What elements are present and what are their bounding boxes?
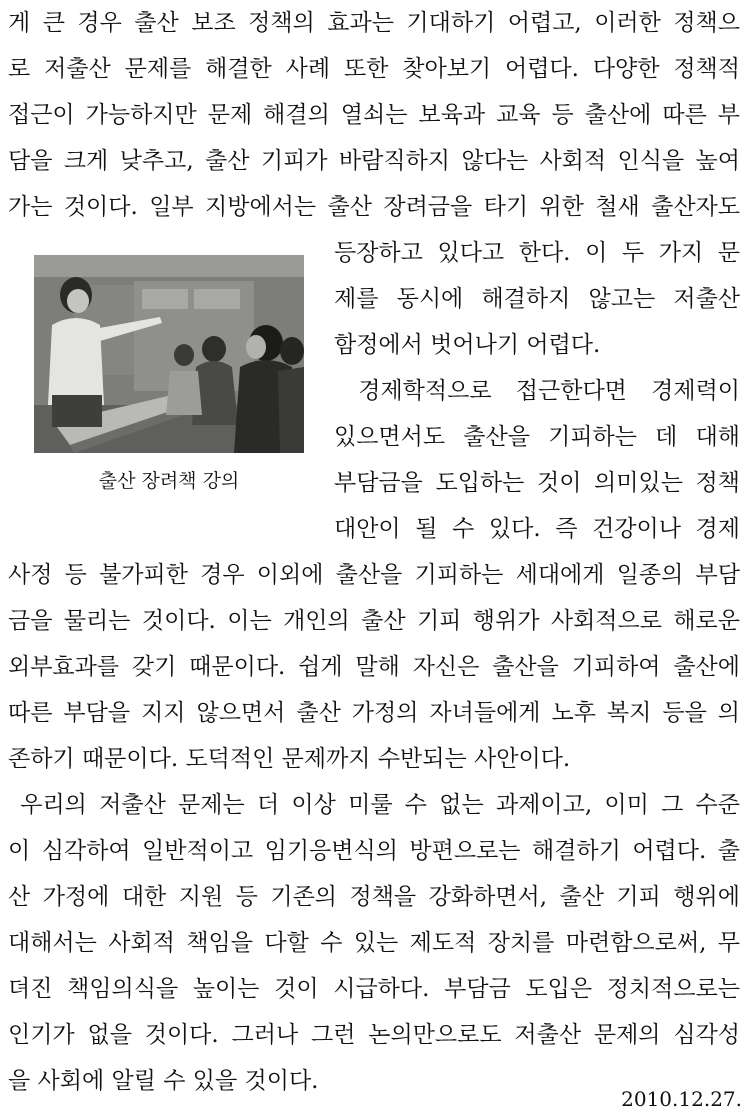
text-line: 인기가 없을 것이다. 그러나 그런 논의만으로도 저출산 문제의 심각성 xyxy=(8,1022,740,1048)
text-line: 사정 등 불가피한 경우 이외에 출산을 기피하는 세대에게 일종의 부담 xyxy=(8,562,740,588)
text-line: 가는 것이다. 일부 지방에서는 출산 장려금을 타기 위한 철새 출산자도 xyxy=(8,194,740,220)
text-line: 대안이 될 수 있다. 즉 건강이나 경제 xyxy=(334,516,740,542)
text-line: 담을 크게 낮추고, 출산 기피가 바람직하지 않다는 사회적 인식을 높여 xyxy=(8,148,740,174)
text-line: 금을 물리는 것이다. 이는 개인의 출산 기피 행위가 사회적으로 해로운 xyxy=(8,608,740,634)
text-line: 을 사회에 알릴 수 있을 것이다. xyxy=(8,1068,319,1094)
text-line: 존하기 때문이다. 도덕적인 문제까지 수반되는 사안이다. xyxy=(8,746,571,772)
text-line: 등장하고 있다고 한다. 이 두 가지 문 xyxy=(334,240,740,266)
publication-date: 2010.12.27. xyxy=(621,1087,742,1111)
text-line: 대해서는 사회적 책임을 다할 수 있는 제도적 장치를 마련함으로써, 무 xyxy=(8,930,740,956)
text-line: 게 큰 경우 출산 보조 정책의 효과는 기대하기 어렵고, 이러한 정책으 xyxy=(8,10,740,36)
text-line: 이 심각하여 일반적이고 임기응변식의 방편으로는 해결하기 어렵다. 출 xyxy=(8,838,740,864)
text-line: 접근이 가능하지만 문제 해결의 열쇠는 보육과 교육 등 출산에 따른 부 xyxy=(8,102,740,128)
text-line: 뎌진 책임의식을 높이는 것이 시급하다. 부담금 도입은 정치적으로는 xyxy=(8,976,740,1002)
text-line: 우리의 저출산 문제는 더 이상 미룰 수 없는 과제이고, 이미 그 수준 xyxy=(8,792,740,818)
text-line: 산 가정에 대한 지원 등 기존의 정책을 강화하면서, 출산 기피 행위에 xyxy=(8,884,740,910)
text-line: 부담금을 도입하는 것이 의미있는 정책 xyxy=(334,470,740,496)
text-line: 제를 동시에 해결하지 않고는 저출산 xyxy=(334,286,740,312)
text-line: 따른 부담을 지지 않으면서 출산 가정의 자녀들에게 노후 복지 등을 의 xyxy=(8,700,740,726)
photo-caption: 출산 장려책 강의 xyxy=(98,470,240,492)
text-line: 로 저출산 문제를 해결한 사례 또한 찾아보기 어렵다. 다양한 정책적 xyxy=(8,56,740,82)
text-line: 외부효과를 갖기 때문이다. 쉽게 말해 자신은 출산을 기피하여 출산에 xyxy=(8,654,740,680)
text-line: 경제학적으로 접근한다면 경제력이 xyxy=(334,378,740,404)
text-line: 함정에서 벗어나기 어렵다. xyxy=(334,332,601,358)
lecture-photo xyxy=(34,255,304,453)
text-line: 있으면서도 출산을 기피하는 데 대해 xyxy=(334,424,740,450)
lecture-photo-illustration xyxy=(34,255,304,453)
